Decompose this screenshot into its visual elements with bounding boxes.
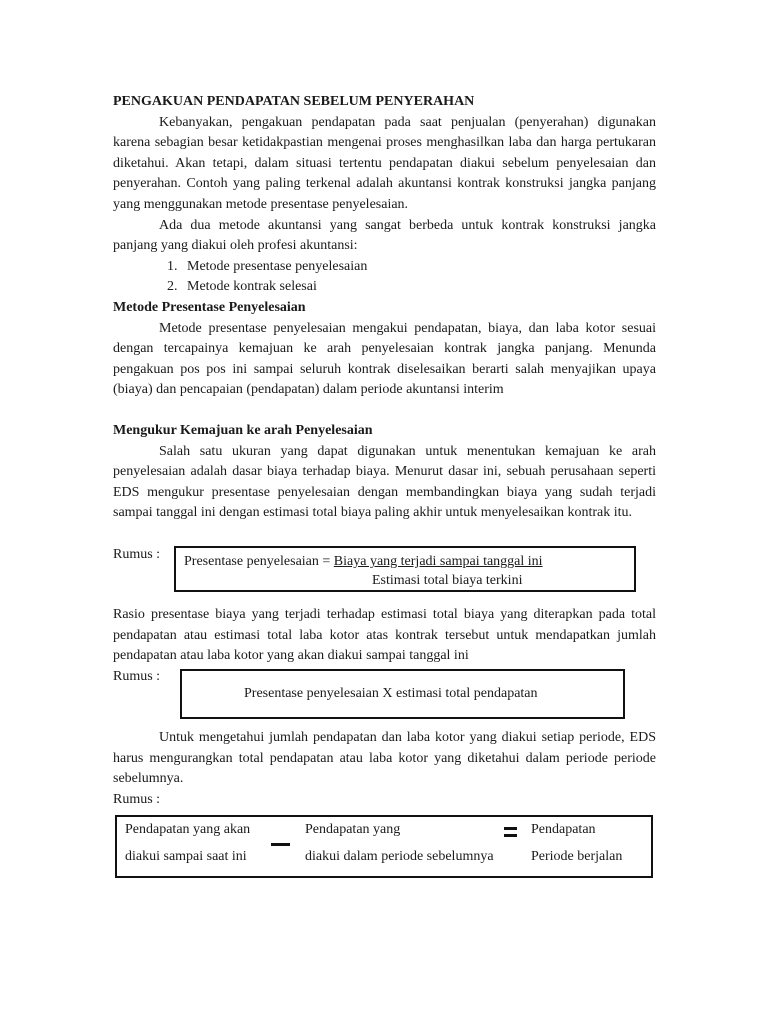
section-heading-percentage: Metode Presentase Penyelesaian [113, 299, 306, 315]
formula-3-col3-line2: Periode berjalan [531, 849, 623, 864]
formula-1-lhs: Presentase penyelesaian = [184, 554, 334, 569]
formula-3-col2-line2: diakui dalam periode sebelumnya [305, 849, 494, 864]
formula-3-col2-line1: Pendapatan yang [305, 822, 401, 837]
formula-1-numerator-text: Biaya yang terjadi sampai tanggal ini [333, 554, 543, 569]
rumus-label-3: Rumus : [113, 792, 161, 807]
paragraph-ratio: Rasio presentase biaya yang terjadi terhadap estimasi total biaya yang diterapkan pada total pendapatan atau estimasi total laba kotor atas kontrak tersebut untuk mendapatkan jumlah pendapatan atau laba kotor yang akan diakui sampai tanggal ini [113, 607, 656, 664]
document-body [113, 92, 656, 524]
page-title: PENGAKUAN PENDAPATAN SEBELUM PENYERAHAN [113, 94, 475, 109]
rumus-label-2: Rumus : [113, 669, 161, 684]
paragraph-percentage-method: Metode presentase penyelesaian mengakui pendapatan, biaya, dan laba kotor sesuai dengan tercapainya kemajuan ke arah penyelesaian kontrak jangka panjang. Menunda pengakuan pos pos ini sampai seluruh kontrak diselesaikan berarti salah menyajikan upaya (biaya) dan pencapaian (pendapatan) dalam periode akuntansi interim [113, 320, 656, 398]
list-item: 1. Metode presentase penyelesaian [181, 257, 656, 278]
formula-3-col3-line1: Pendapatan [531, 822, 596, 837]
rumus-label-1: Rumus : [113, 547, 161, 562]
formula-3-col1-line1: Pendapatan yang akan [125, 822, 251, 837]
methods-list [113, 257, 656, 298]
paragraph-intro: Kebanyakan, pengakuan pendapatan pada saat penjualan (penyerahan) digunakan karena sebagian besar ketidakpastian mengenai proses menghasilkan laba dan harga pertukaran diketahui. Akan tetapi, dalam situasi tertentu pendapatan diakui sebelum penyelesaian dan penyerahan. Contoh yang paling terkenal adalah akuntansi kontrak konstruksi jangka panjang yang menggunakan metode presentase penyelesaian. [113, 114, 656, 212]
formula-2-text: Presentase penyelesaian X estimasi total pendapatan [244, 686, 538, 701]
equals-sign-icon-top [504, 827, 517, 830]
formula-1-denominator: Estimasi total biaya terkini [372, 573, 523, 588]
paragraph-methods-intro: Ada dua metode akuntansi yang sangat berbeda untuk kontrak konstruksi jangka panjang yang diakui oleh profesi akuntansi: [113, 217, 656, 254]
minus-sign-icon [271, 843, 290, 846]
formula-3-col1-line2: diakui sampai saat ini [125, 849, 247, 864]
paragraph-period: Untuk mengetahui jumlah pendapatan dan laba kotor yang diakui setiap periode, EDS harus mengurangkan total pendapatan atau laba kotor yang diketahui dalam periode periode sebelumnya. [113, 730, 656, 787]
list-item: 2. Metode kontrak selesai [181, 277, 656, 298]
formula-1-numerator [184, 552, 543, 573]
section-heading-measuring: Mengukur Kemajuan ke arah Penyelesaian [113, 422, 373, 438]
equals-sign-icon-bottom [504, 834, 517, 837]
paragraph-measuring: Salah satu ukuran yang dapat digunakan untuk menentukan kemajuan ke arah penyelesaian adalah dasar biaya terhadap biaya. Menurut dasar ini, sebuah perusahaan seperti EDS mengukur presentase penyelesaian dengan membandingkan biaya yang sudah terjadi sampai tanggal ini dengan estimasi total biaya paling akhir untuk menyelesaikan kontrak itu. [113, 443, 656, 521]
